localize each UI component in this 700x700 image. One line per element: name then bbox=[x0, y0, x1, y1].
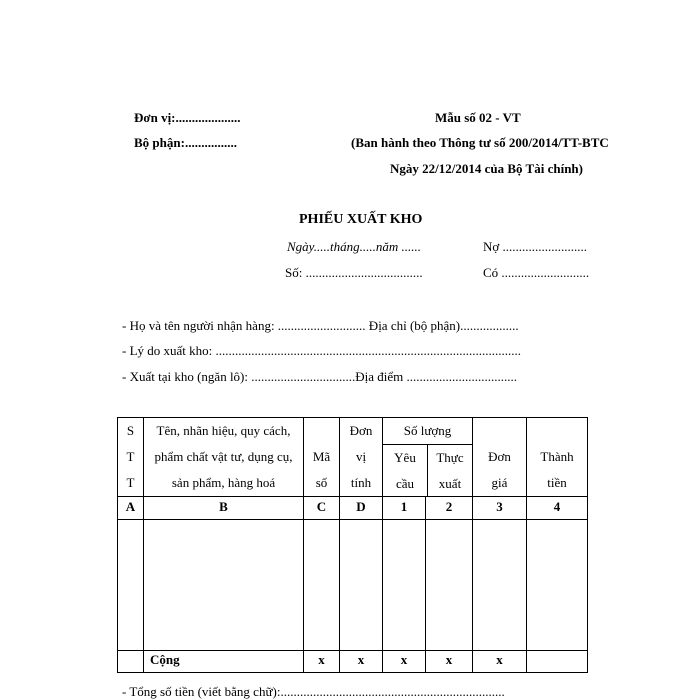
letter-cell: 1 bbox=[383, 497, 426, 520]
goods-table bbox=[117, 417, 588, 673]
credit-line: Có ........................... bbox=[483, 265, 590, 280]
data-cell bbox=[340, 520, 383, 651]
letter-row bbox=[118, 497, 588, 520]
data-cell bbox=[426, 520, 473, 651]
header-quantity: Số lượng bbox=[383, 418, 472, 445]
header-price: Đơn giá bbox=[473, 418, 527, 497]
data-cell bbox=[473, 520, 527, 651]
date-line: Ngày.....tháng.....năm ...... bbox=[287, 239, 421, 254]
total-cell: x bbox=[383, 651, 426, 673]
letter-cell: 4 bbox=[527, 497, 588, 520]
letter-cell: 2 bbox=[426, 497, 473, 520]
recipient-field: - Họ và tên người nhận hàng: ........................... Địa chỉ (bộ phận).................. bbox=[122, 318, 519, 333]
header-amount: Thành tiền bbox=[527, 418, 588, 497]
total-cell: x bbox=[473, 651, 527, 673]
data-cell bbox=[304, 520, 340, 651]
header-qty-required: Yêu cầu bbox=[383, 445, 428, 496]
total-cell: x bbox=[304, 651, 340, 673]
data-cell bbox=[144, 520, 304, 651]
total-cell bbox=[118, 651, 144, 673]
data-cell bbox=[118, 520, 144, 651]
issued-date: Ngày 22/12/2014 của Bộ Tài chính) bbox=[390, 161, 583, 176]
data-cell bbox=[527, 520, 588, 651]
department-label: Bộ phận:................ bbox=[134, 135, 237, 150]
total-cell bbox=[527, 651, 588, 673]
letter-cell: 3 bbox=[473, 497, 527, 520]
number-line: Số: .................................... bbox=[285, 265, 423, 280]
header-unit: Đơn vị tính bbox=[340, 418, 383, 497]
total-cell: x bbox=[426, 651, 473, 673]
data-cell bbox=[383, 520, 426, 651]
header-code: Mã số bbox=[304, 418, 340, 497]
form-code: Mẫu số 02 - VT bbox=[435, 110, 521, 125]
header-quantity-group bbox=[383, 418, 473, 497]
total-label: Cộng bbox=[144, 651, 304, 673]
letter-cell: A bbox=[118, 497, 144, 520]
letter-cell: B bbox=[144, 497, 304, 520]
header-qty-actual: Thực xuất bbox=[436, 450, 464, 491]
empty-data-row bbox=[118, 520, 588, 651]
document-title: PHIẾU XUẤT KHO bbox=[299, 212, 423, 227]
letter-cell: C bbox=[304, 497, 340, 520]
header-stt: S T T bbox=[118, 418, 144, 497]
header-row bbox=[118, 418, 588, 497]
issued-by: (Ban hành theo Thông tư số 200/2014/TT-BTC bbox=[351, 135, 609, 150]
warehouse-field: - Xuất tại kho (ngăn lô): ................................Địa điểm .................................. bbox=[122, 369, 518, 384]
total-cell: x bbox=[340, 651, 383, 673]
header-item-name: Tên, nhãn hiệu, quy cách, phẩm chất vật tư, dụng cụ, sản phẩm, hàng hoá bbox=[144, 418, 304, 497]
letter-cell: D bbox=[340, 497, 383, 520]
reason-field: - Lý do xuất kho: .............................................................................................. bbox=[122, 343, 522, 358]
debit-line: Nợ .......................... bbox=[483, 239, 588, 254]
unit-label: Đơn vị:.................... bbox=[134, 110, 241, 125]
total-row bbox=[118, 651, 588, 673]
total-in-words: - Tổng số tiền (viết bằng chữ):..................................................................... bbox=[122, 684, 505, 699]
